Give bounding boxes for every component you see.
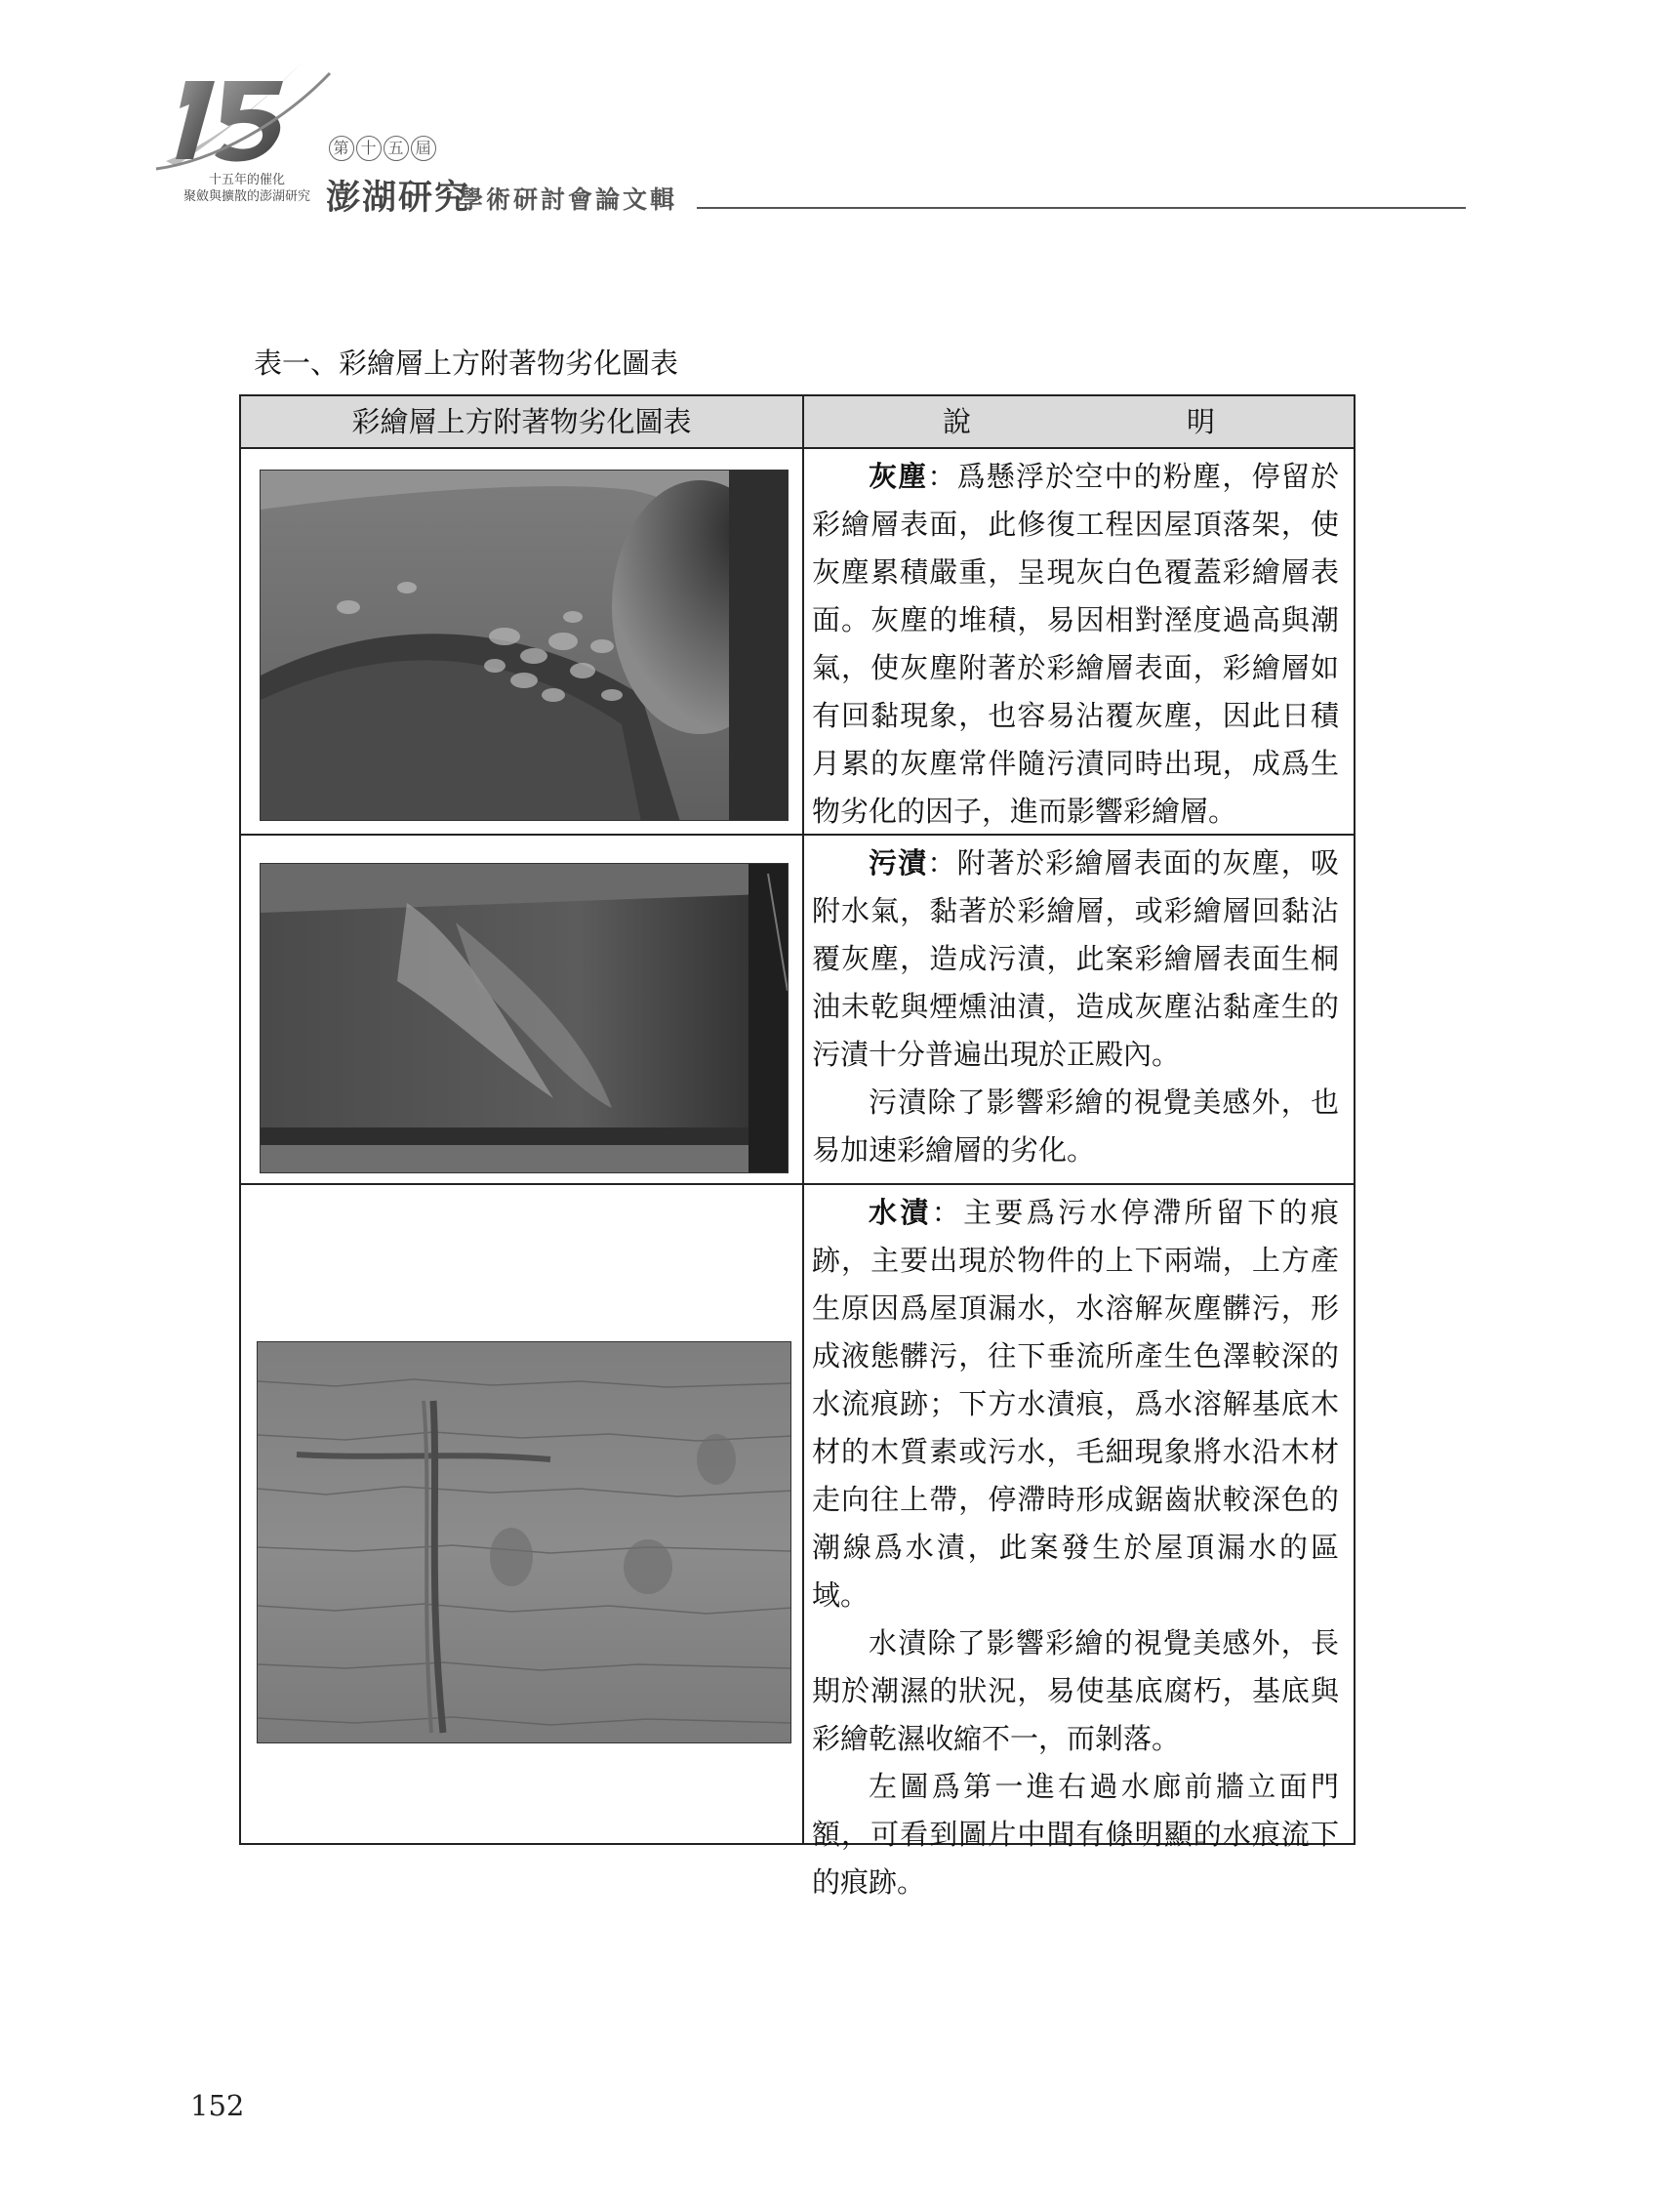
journal-title: 澎湖研究 (326, 178, 471, 218)
header-char: 明 (1186, 405, 1215, 438)
journal-subtitle: 學術研討會論文輯 (459, 185, 678, 214)
page-number: 152 (190, 2089, 245, 2122)
description-text: 左圖爲第一進右過水廊前牆立面門額，可看到圖片中間有條明顯的水痕流下的痕跡。 (812, 1770, 1339, 1899)
term-label: 灰塵 (869, 460, 928, 493)
edition-label (328, 135, 437, 161)
description-text: ：附著於彩繪層表面的灰塵，吸附水氣，黏著於彩繪層，或彩繪層回黏沾覆灰塵，造成污漬，此案彩繪層表面生桐油未乾與煙燻油漬，造成灰塵沾黏產生的污漬十分普遍出現於正殿內。 (812, 846, 1339, 1071)
description-dust (812, 453, 1339, 836)
row-divider (241, 1183, 1354, 1185)
edition-char: 第 (329, 136, 354, 161)
fifteen-logo-icon (146, 54, 332, 176)
logo-caption: 聚斂與擴散的澎湖研究 (182, 189, 310, 204)
edition-char: 十 (356, 136, 382, 161)
edition-char: 五 (384, 136, 409, 161)
description-text: 污漬除了影響彩繪的視覺美感外，也易加速彩繪層的劣化。 (812, 1086, 1339, 1167)
column-divider (802, 396, 804, 1843)
description-text: 水漬除了影響彩繪的視覺美感外，長期於潮濕的狀況，易使基底腐朽，基底與彩繪乾濕收縮不一，而剝落。 (812, 1626, 1339, 1755)
deterioration-table (239, 394, 1356, 1899)
header-char: 說 (942, 405, 971, 438)
stain-photo (260, 863, 789, 1173)
description-stain (812, 840, 1339, 1174)
term-label: 水漬 (869, 1196, 932, 1229)
term-label: 污漬 (869, 846, 928, 880)
logo-caption: 十五年的催化 (208, 173, 285, 187)
description-text: ：主要爲污水停滯所留下的痕跡，主要出現於物件的上下兩端，上方產生原因爲屋頂漏水，水溶解灰塵髒污，形成液態髒污，往下垂流所產生色澤較深的水流痕跡；下方水漬痕，爲水溶解基底木材的木質素或污水，毛細現象將水沿木材走向往上帶，停滯時形成鋸齒狀較深色的潮線爲水漬，此案發生於屋頂漏水的區域。 (812, 1196, 1339, 1612)
edition-char: 屆 (411, 136, 436, 161)
column-header-figure: 彩繪層上方附著物劣化圖表 (241, 396, 802, 447)
description-text: ：爲懸浮於空中的粉塵，停留於彩繪層表面，此修復工程因屋頂落架，使灰塵累積嚴重，呈現灰白色覆蓋彩繪層表面。灰塵的堆積，易因相對溼度過高與潮氣，使灰塵附著於彩繪層表面，彩繪層如有回黏現象，也容易沾覆灰塵，因此日積月累的灰塵常伴隨污漬同時出現，成爲生物劣化的因子，進而影響彩繪層。 (812, 460, 1339, 828)
water-stain-photo (257, 1341, 791, 1743)
row-divider (241, 447, 1354, 449)
dust-photo (260, 470, 789, 821)
header-rule (697, 207, 1466, 209)
description-water-stain (812, 1189, 1339, 1906)
anniversary-logo (146, 54, 332, 210)
table-caption: 表一、彩繪層上方附著物劣化圖表 (254, 347, 679, 380)
column-header-description (804, 396, 1354, 447)
